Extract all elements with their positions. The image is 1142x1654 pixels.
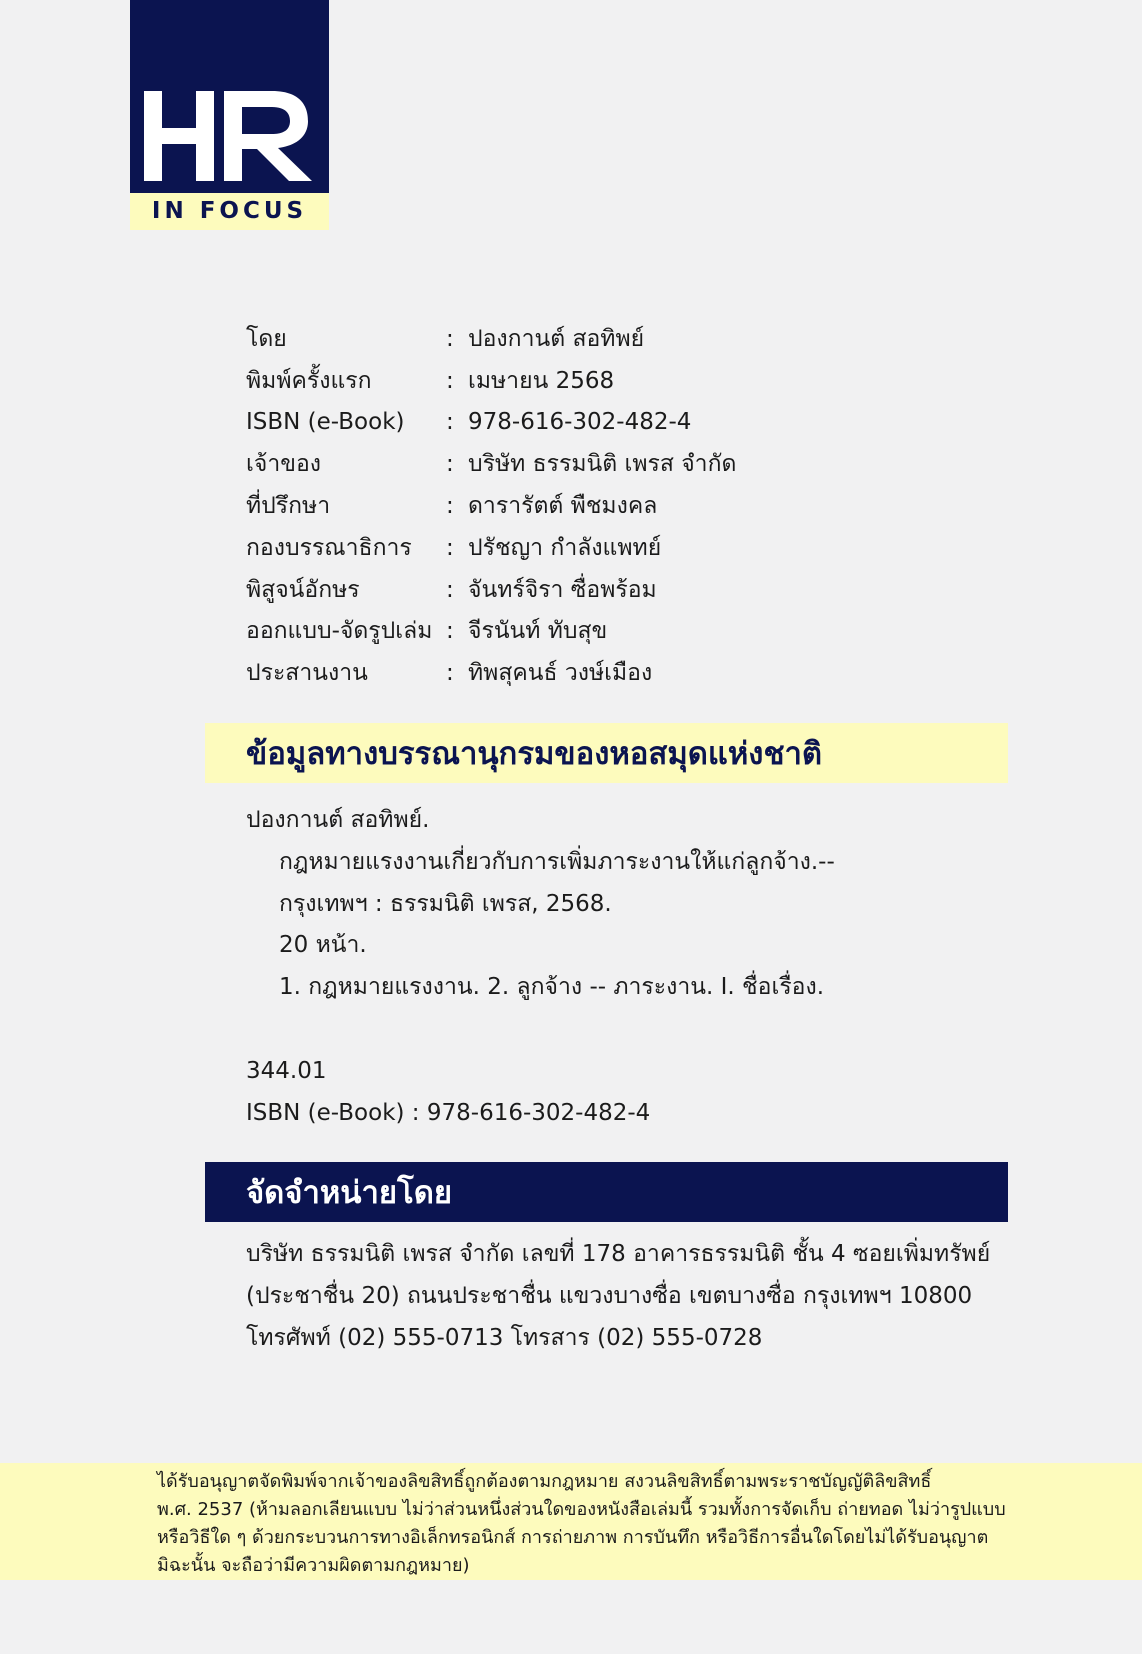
distribution-heading: จัดจำหน่ายโดย bbox=[246, 1175, 453, 1211]
credit-separator: : bbox=[446, 451, 454, 478]
logo-navy-block bbox=[130, 0, 329, 193]
credit-value: ปองกานต์ สอทิพย์ bbox=[468, 325, 645, 352]
copyright-notice bbox=[0, 1463, 1142, 1580]
cip-heading: ข้อมูลทางบรรณานุกรมของหอสมุดแห่งชาติ bbox=[246, 736, 823, 772]
credit-label: ประสานงาน bbox=[246, 660, 368, 687]
cip-block bbox=[246, 800, 1006, 1134]
credit-value: บริษัท ธรรมนิติ เพรส จำกัด bbox=[468, 451, 737, 478]
credit-separator: : bbox=[446, 576, 454, 603]
cip-pages: 20 หน้า. bbox=[279, 932, 367, 959]
hr-in-focus-logo bbox=[130, 0, 329, 230]
distribution-line: บริษัท ธรรมนิติ เพรส จำกัด เลขที่ 178 อาคารธรรมนิติ ชั้น 4 ซอยเพิ่มทรัพย์ bbox=[246, 1241, 991, 1267]
distribution-line: โทรศัพท์ (02) 555-0713 โทรสาร (02) 555-0728 bbox=[246, 1325, 763, 1351]
distribution-line: (ประชาชื่น 20) ถนนประชาชื่น แขวงบางซื่อ เขตบางซื่อ กรุงเทพฯ 10800 bbox=[246, 1283, 973, 1309]
credit-value: ทิพสุคนธ์ วงษ์เมือง bbox=[468, 660, 653, 687]
credit-separator: : bbox=[446, 367, 454, 394]
copyright-notice-line: หรือวิธีใด ๆ ด้วยกระบวนการทางอิเล็กทรอนิกส์ การถ่ายภาพ การบันทึก หรือวิธีการอื่นใดโดยไม่ได้รับอนุญาต bbox=[157, 1527, 989, 1548]
cip-classification: 344.01 bbox=[246, 1057, 327, 1084]
credit-row bbox=[246, 443, 1006, 485]
cip-author: ปองกานต์ สอทิพย์. bbox=[246, 807, 430, 833]
copyright-notice-line: มิฉะนั้น จะถือว่ามีความผิดตามกฎหมาย) bbox=[157, 1555, 470, 1576]
credit-separator: : bbox=[446, 618, 454, 645]
credit-row bbox=[246, 318, 1006, 360]
cip-spacer bbox=[246, 1009, 1006, 1051]
credit-separator: : bbox=[446, 660, 454, 687]
cip-publisher: กรุงเทพฯ : ธรรมนิติ เพรส, 2568. bbox=[279, 890, 612, 917]
credit-separator: : bbox=[446, 325, 454, 352]
credit-label: พิสูจน์อักษร bbox=[246, 576, 360, 603]
credit-value: 978-616-302-482-4 bbox=[468, 409, 692, 436]
credit-row bbox=[246, 569, 1006, 611]
credit-separator: : bbox=[446, 534, 454, 561]
credit-value: เมษายน 2568 bbox=[468, 367, 615, 394]
credit-label: ที่ปรึกษา bbox=[246, 493, 331, 520]
credit-value: จันทร์จิรา ซื่อพร้อม bbox=[468, 576, 657, 603]
credit-row bbox=[246, 402, 1006, 444]
logo-subtitle: IN FOCUS bbox=[130, 193, 329, 230]
credit-label: เจ้าของ bbox=[246, 451, 322, 478]
copyright-notice-line: พ.ศ. 2537 (ห้ามลอกเลียนแบบ ไม่ว่าส่วนหนึ่งส่วนใดของหนังสือเล่มนี้ รวมทั้งการจัดเก็บ ถ่ายทอด ไม่ว่ารูปแบบ bbox=[157, 1499, 1006, 1520]
credit-value: ปรัชญา กำลังแพทย์ bbox=[468, 534, 662, 561]
credit-row bbox=[246, 527, 1006, 569]
credit-label: กองบรรณาธิการ bbox=[246, 534, 412, 561]
distribution-heading-band bbox=[205, 1162, 1008, 1222]
credits-list bbox=[246, 318, 1006, 694]
logo-hr-mark bbox=[144, 76, 314, 181]
cip-title: กฎหมายแรงงานเกี่ยวกับการเพิ่มภาระงานให้แก่ลูกจ้าง.-- bbox=[279, 848, 835, 875]
copyright-notice-line: ได้รับอนุญาตจัดพิมพ์จากเจ้าของลิขสิทธิ์ถูกต้องตามกฎหมาย สงวนลิขสิทธิ์ตามพระราชบัญญัติลิขสิทธิ์ bbox=[157, 1471, 932, 1492]
credit-separator: : bbox=[446, 409, 454, 436]
cip-isbn: ISBN (e-Book) : 978-616-302-482-4 bbox=[246, 1099, 651, 1126]
credit-label: โดย bbox=[246, 325, 287, 352]
cip-subjects: 1. กฎหมายแรงงาน. 2. ลูกจ้าง -- ภาระงาน. I. ชื่อเรื่อง. bbox=[279, 974, 825, 1001]
credit-value: จีรนันท์ ทับสุข bbox=[468, 618, 608, 645]
credit-label: ISBN (e-Book) bbox=[246, 409, 405, 436]
credit-row bbox=[246, 360, 1006, 402]
distribution-address bbox=[246, 1233, 1006, 1359]
credit-row bbox=[246, 652, 1006, 694]
cip-heading-band bbox=[205, 723, 1008, 783]
credit-separator: : bbox=[446, 493, 454, 520]
credit-row bbox=[246, 611, 1006, 653]
credit-row bbox=[246, 485, 1006, 527]
credit-label: พิมพ์ครั้งแรก bbox=[246, 367, 372, 394]
credit-value: ดารารัตต์ พืชมงคล bbox=[468, 493, 658, 520]
credit-label: ออกแบบ-จัดรูปเล่ม bbox=[246, 618, 433, 645]
